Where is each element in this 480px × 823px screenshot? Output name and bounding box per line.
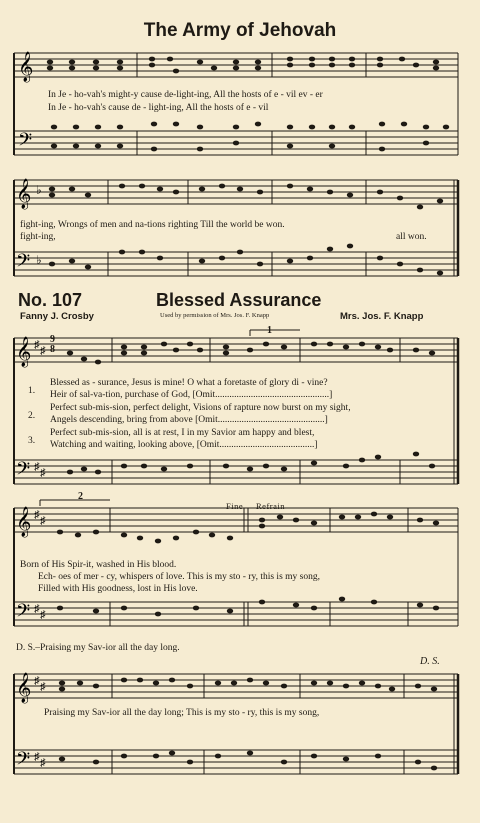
ending-one-mark: 1 — [267, 325, 272, 336]
svg-text:♯: ♯ — [34, 603, 40, 615]
time-signature-top: 9 — [50, 334, 55, 345]
svg-text:𝄢: 𝄢 — [18, 130, 33, 155]
refrain-label: Refrain — [256, 501, 285, 511]
svg-text:𝄢: 𝄢 — [16, 601, 31, 626]
lyrics-system5: Praising my Sav-ior all the day long; This is my sto - ry, this is my song, — [44, 708, 320, 718]
time-signature — [50, 335, 55, 355]
verse-number: 2. — [28, 411, 36, 421]
svg-text:♯: ♯ — [40, 515, 46, 527]
svg-text:♭: ♭ — [36, 183, 42, 197]
verse-line: Angels descending, bring from above [Omit.............................................] — [50, 415, 328, 425]
svg-text:𝄞: 𝄞 — [16, 337, 32, 367]
svg-text:𝄢: 𝄢 — [16, 251, 31, 276]
permission-note: Used by permission of Mrs. Jos. F. Knapp — [160, 312, 270, 319]
staff-system-5 — [0, 662, 480, 787]
lyrics-system4-line1: Born of His Spir-it, washed in His blood. — [20, 560, 177, 570]
author-credit: Fanny J. Crosby — [20, 311, 94, 322]
time-signature-bottom: 8 — [50, 344, 55, 355]
lyrics-system4-line2: Ech- oes of mer - cy, whispers of love. This is my sto - ry, this is my song, — [38, 572, 320, 582]
lyrics-system4-line3: Filled with His goodness, lost in His love. — [38, 584, 198, 594]
svg-text:𝄢: 𝄢 — [16, 459, 31, 484]
svg-text:𝄢: 𝄢 — [16, 749, 31, 774]
ds-mark: D. S. — [420, 656, 440, 667]
verse-line: Perfect sub-mis-sion, all is at rest, I in my Savior am happy and blest, — [50, 428, 315, 438]
verse-line: Blessed as - surance, Jesus is mine! O what a foretaste of glory di - vine? — [50, 378, 328, 388]
svg-text:♭: ♭ — [36, 253, 42, 267]
svg-text:♯: ♯ — [40, 609, 46, 621]
svg-text:♯: ♯ — [40, 757, 46, 769]
lyrics-system2-top: fight-ing, Wrongs of men and na-tions righting Till the world be won. — [20, 220, 285, 230]
verse-line: Perfect sub-mis-sion, perfect delight, Visions of rapture now burst on my sight, — [50, 403, 351, 413]
lyrics-system2-bottom-right: all won. — [396, 232, 427, 242]
verse-number: 1. — [28, 386, 36, 396]
svg-text:♯: ♯ — [34, 751, 40, 763]
svg-text:𝄞: 𝄞 — [16, 507, 32, 537]
svg-text:♯: ♯ — [40, 681, 46, 693]
svg-text:♯: ♯ — [40, 345, 46, 357]
composer-credit: Mrs. Jos. F. Knapp — [340, 311, 424, 322]
verse-line: Heir of sal-va-tion, purchase of God, [Omit................................................] — [50, 390, 333, 400]
svg-text:♯: ♯ — [34, 461, 40, 473]
svg-text:♯: ♯ — [34, 339, 40, 351]
verse-line: Watching and waiting, looking above, [Omit........................................] — [50, 440, 318, 450]
da-capo-note: D. S.–Praising my Sav-ior all the day long. — [16, 643, 180, 653]
lyrics-system1-bottom: In Je - ho-vah's cause de - light-ing, All the hosts of e - vil — [48, 103, 269, 113]
fine-label: Fine — [226, 501, 244, 511]
lyrics-system2-bottom-left: fight-ing, — [20, 232, 56, 242]
svg-text:♯: ♯ — [40, 467, 46, 479]
hymn-title-blessed-assurance: Blessed Assurance — [156, 290, 322, 310]
svg-text:♯: ♯ — [34, 509, 40, 521]
svg-text:𝄞: 𝄞 — [18, 52, 34, 82]
svg-text:𝄞: 𝄞 — [16, 179, 32, 209]
lyrics-system1-top: In Je - ho-vah's might-y cause de-light-ing, All the hosts of e - vil ev - er — [48, 90, 323, 100]
hymn-number: No. 107 — [18, 290, 83, 310]
svg-text:𝄞: 𝄞 — [16, 673, 32, 703]
svg-text:♯: ♯ — [34, 675, 40, 687]
ending-two-mark: 2 — [78, 491, 83, 502]
verse-number: 3. — [28, 436, 36, 446]
hymn-title-army-of-jehovah: The Army of Jehovah — [143, 20, 337, 41]
